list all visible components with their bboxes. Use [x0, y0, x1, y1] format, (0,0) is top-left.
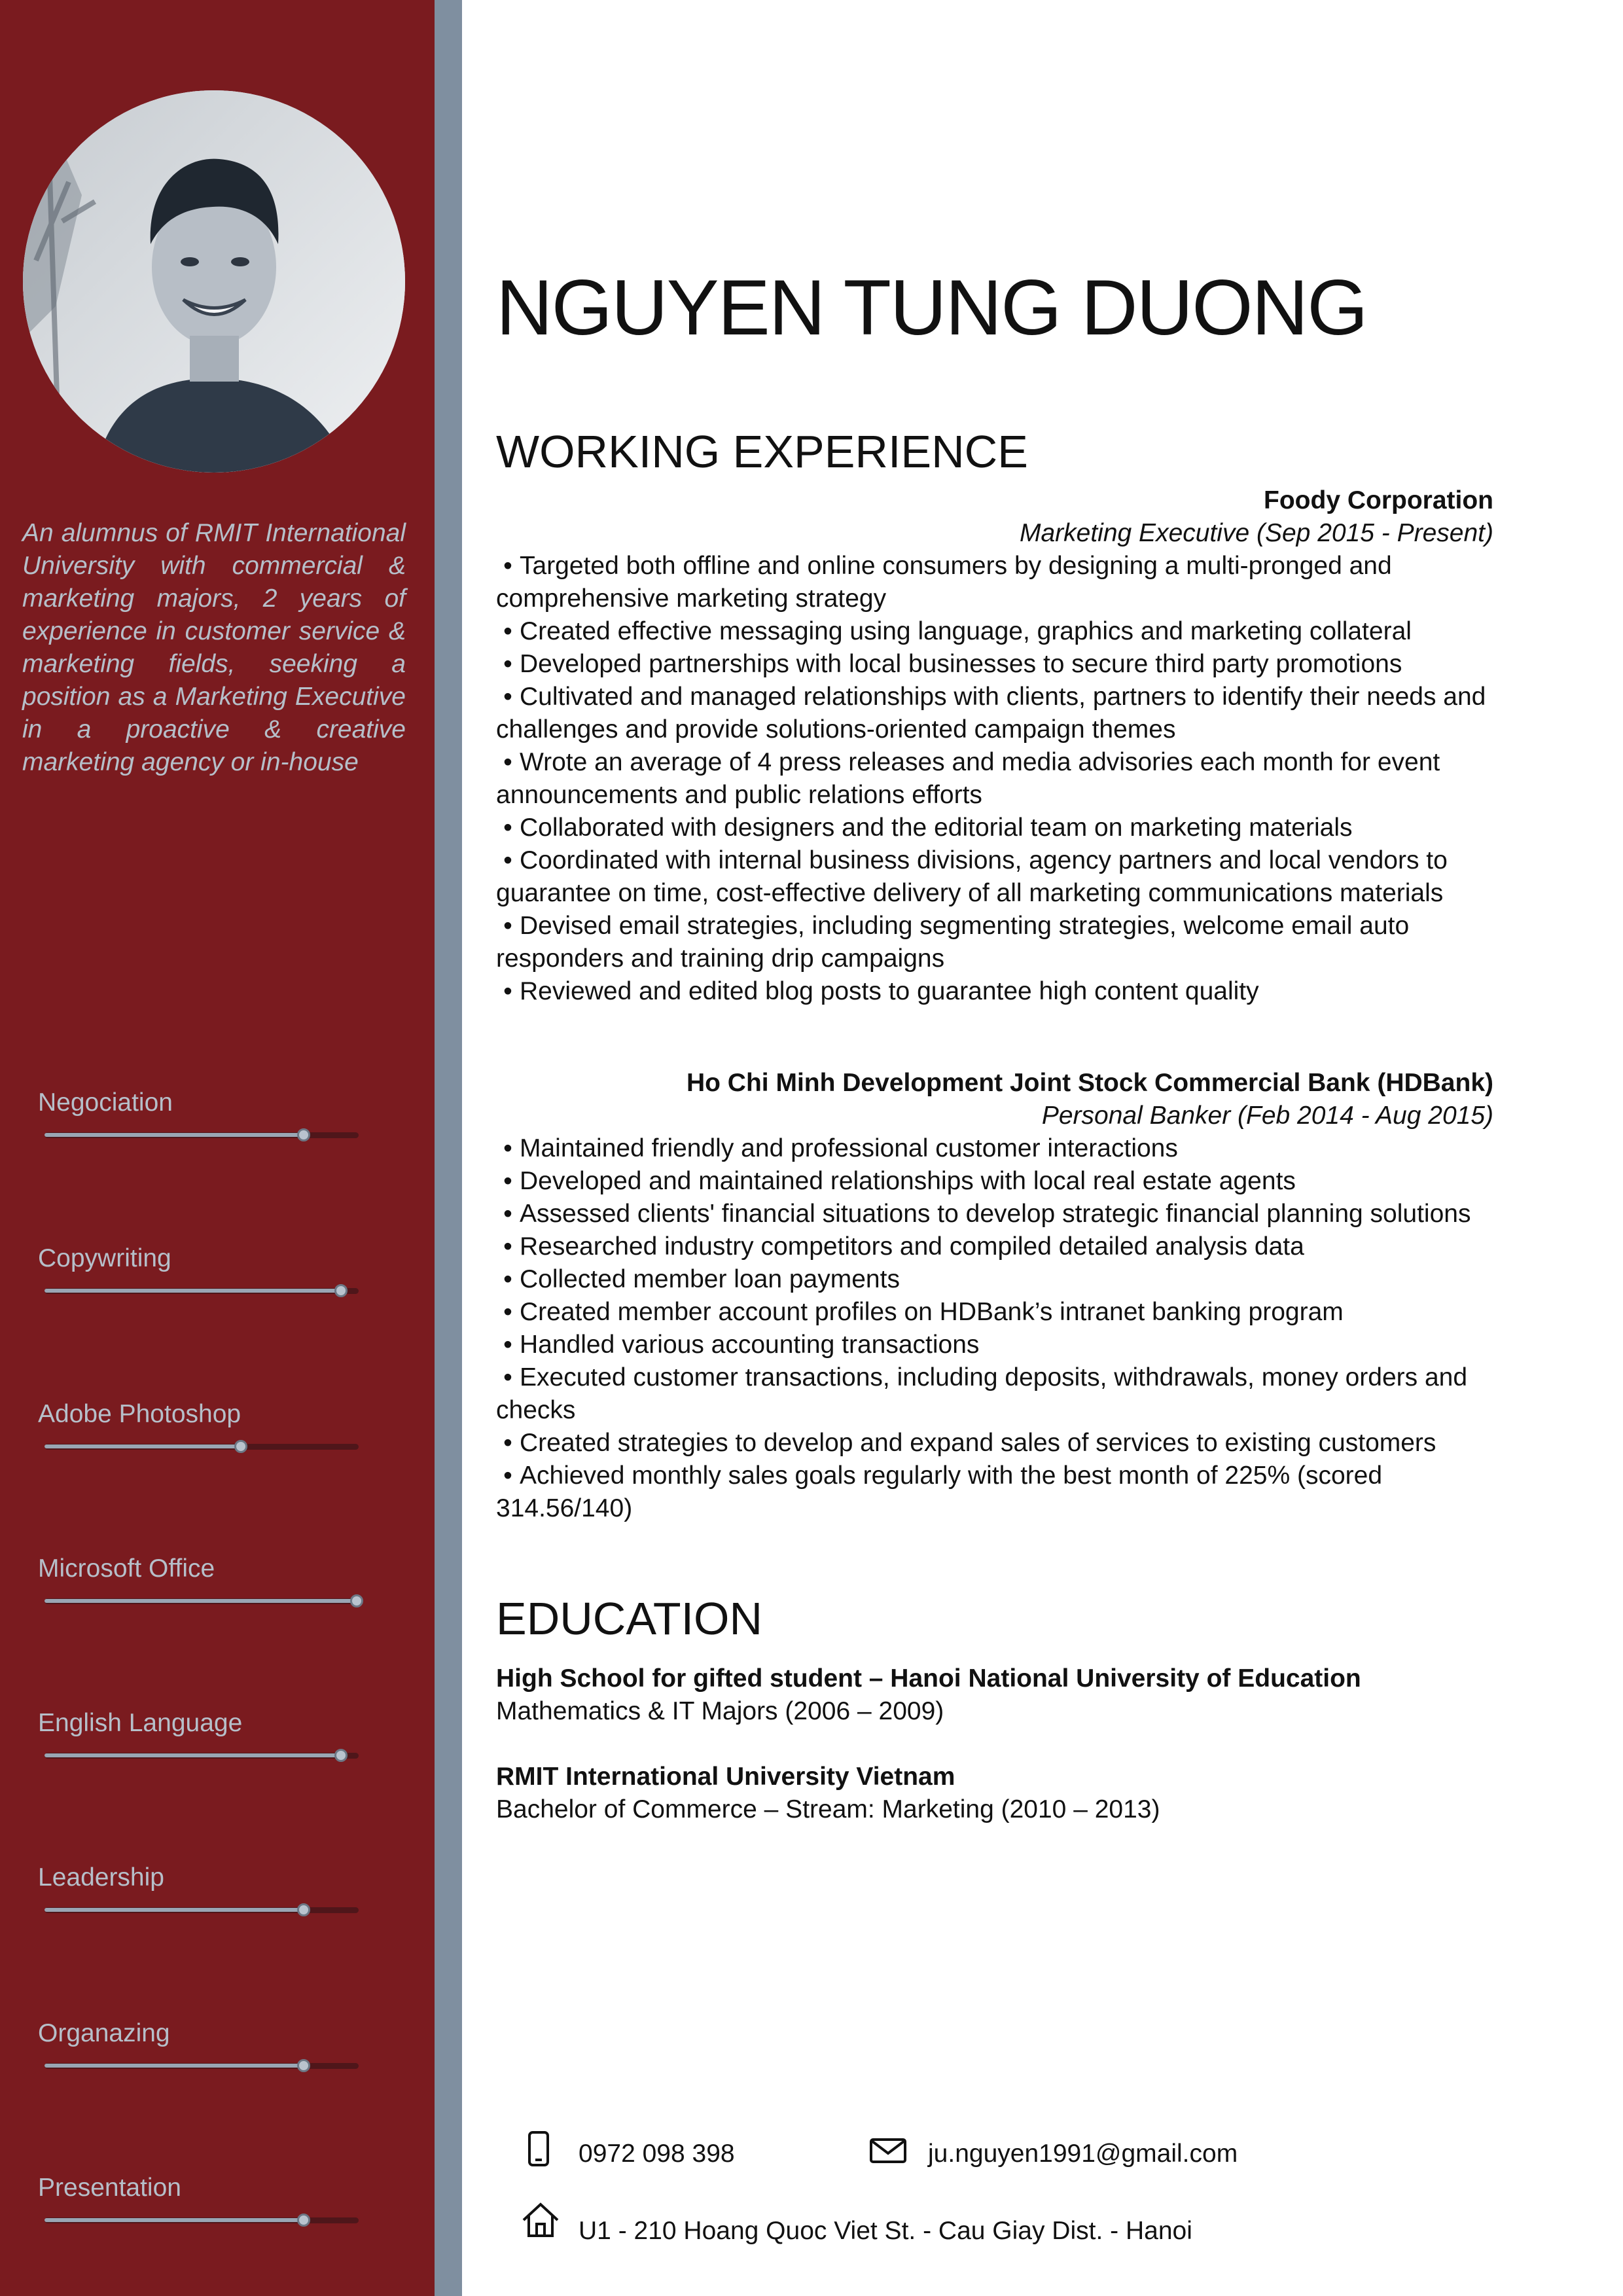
skill-item	[38, 1861, 365, 1894]
school-name: High School for gifted student – Hanoi National University of Education	[496, 1664, 1361, 1693]
mail-icon	[869, 2138, 907, 2167]
bullet-item: • Created strategies to develop and expand sales of services to existing customers	[496, 1427, 1491, 1460]
job-bullets	[496, 550, 1491, 1008]
candidate-name: NGUYEN TUNG DUONG	[496, 264, 1367, 351]
bullet-item: • Developed partnerships with local businesses to secure third party promotions	[496, 648, 1491, 681]
skill-label: Adobe Photoshop	[38, 1400, 241, 1428]
skill-item	[38, 2017, 365, 2050]
job-header	[496, 1067, 1493, 1132]
bullet-item: • Developed and maintained relationships with local real estate agents	[496, 1165, 1491, 1198]
job-role: Personal Banker (Feb 2014 - Aug 2015)	[1041, 1102, 1493, 1130]
profile-photo	[23, 90, 405, 473]
skill-fill	[45, 2064, 302, 2068]
skill-fill	[45, 1289, 340, 1293]
skill-label: Microsoft Office	[38, 1554, 215, 1583]
skill-slider	[45, 1132, 359, 1138]
bullet-item: • Assessed clients' financial situations to develop strategic financial planning solutions	[496, 1198, 1491, 1230]
skill-item	[38, 2172, 365, 2204]
phone-number[interactable]: 0972 098 398	[579, 2140, 735, 2168]
skill-knob	[297, 2214, 310, 2227]
skill-fill	[45, 1444, 240, 1448]
bullet-item: • Researched industry competitors and compiled detailed analysis data	[496, 1230, 1491, 1263]
skill-knob	[297, 2059, 310, 2072]
bullet-item: • Wrote an average of 4 press releases and media advisories each month for event announcements and public relations efforts	[496, 746, 1491, 812]
bullet-item: • Devised email strategies, including segmenting strategies, welcome email auto responders and training drip campaigns	[496, 910, 1491, 975]
email-address[interactable]: ju.nguyen1991@gmail.com	[928, 2140, 1238, 2168]
school-detail: Mathematics & IT Majors (2006 – 2009)	[496, 1697, 944, 1725]
bullet-item: • Maintained friendly and professional customer interactions	[496, 1132, 1491, 1165]
skill-slider	[45, 1444, 359, 1450]
bullet-item: • Cultivated and managed relationships with clients, partners to identify their needs and challenges and provide solutions-oriented campaign themes	[496, 681, 1491, 746]
bullet-list	[496, 1132, 1491, 1525]
skill-fill	[45, 1908, 302, 1912]
bullet-item: • Achieved monthly sales goals regularly with the best month of 225% (scored 314.56/140)	[496, 1460, 1491, 1525]
bullet-item: • Created member account profiles on HDBank’s intranet banking program	[496, 1296, 1491, 1329]
bullet-item: • Reviewed and edited blog posts to guarantee high content quality	[496, 975, 1491, 1008]
skill-slider	[45, 2063, 359, 2069]
job-bullets	[496, 1132, 1491, 1525]
bullet-item: • Collected member loan payments	[496, 1263, 1491, 1296]
job-company: Ho Chi Minh Development Joint Stock Commercial Bank (HDBank)	[686, 1069, 1493, 1097]
job-role: Marketing Executive (Sep 2015 - Present)	[1019, 519, 1493, 547]
bullet-item: • Targeted both offline and online consumers by designing a multi-pronged and comprehensive marketing strategy	[496, 550, 1491, 615]
skill-slider	[45, 1907, 359, 1913]
skill-slider	[45, 1288, 359, 1294]
experience-heading: WORKING EXPERIENCE	[496, 426, 1028, 477]
skill-item	[38, 1552, 365, 1585]
bullet-item: • Collaborated with designers and the editorial team on marketing materials	[496, 812, 1491, 844]
skill-label: Leadership	[38, 1863, 164, 1892]
bullet-item: • Handled various accounting transactions	[496, 1329, 1491, 1361]
skill-fill	[45, 2218, 302, 2222]
education-item	[496, 1662, 1491, 1728]
school-name: RMIT International University Vietnam	[496, 1763, 955, 1791]
skill-slider	[45, 1753, 359, 1759]
job-company: Foody Corporation	[1264, 486, 1493, 514]
skill-fill	[45, 1599, 355, 1603]
phone-icon	[527, 2130, 550, 2170]
skill-label: Organazing	[38, 2019, 170, 2047]
skill-slider	[45, 2217, 359, 2223]
bullet-list	[496, 550, 1491, 1008]
skill-slider	[45, 1598, 359, 1604]
skill-label: Negociation	[38, 1088, 173, 1117]
bio-text: An alumnus of RMIT International University with commercial & marketing majors, 2 years of experience in customer service & marketing fields, seeking a position as a Marketing Executive in a proactive & creative marketing agency or in-house	[22, 519, 406, 776]
bullet-item: • Executed customer transactions, including deposits, withdrawals, money orders and checks	[496, 1361, 1491, 1427]
skill-item	[38, 1707, 365, 1740]
school-detail: Bachelor of Commerce – Stream: Marketing (2010 – 2013)	[496, 1795, 1160, 1823]
skill-fill	[45, 1753, 340, 1757]
skill-label: Presentation	[38, 2174, 181, 2202]
skill-knob	[297, 1903, 310, 1916]
home-address: U1 - 210 Hoang Quoc Viet St. - Cau Giay Dist. - Hanoi	[579, 2217, 1192, 2245]
sidebar-stripe	[435, 0, 462, 2296]
bullet-item: • Coordinated with internal business divisions, agency partners and local vendors to guarantee on time, cost-effective delivery of all marketing communications materials	[496, 844, 1491, 910]
skill-label: Copywriting	[38, 1244, 171, 1272]
skill-item	[38, 1242, 365, 1275]
skill-knob	[297, 1128, 310, 1141]
job-header	[496, 484, 1493, 550]
skill-label: English Language	[38, 1709, 243, 1737]
education-heading: EDUCATION	[496, 1593, 763, 1644]
skill-item	[38, 1086, 365, 1119]
skill-knob	[234, 1440, 247, 1453]
skill-item	[38, 1398, 365, 1431]
skill-fill	[45, 1133, 302, 1137]
bullet-item: • Created effective messaging using language, graphics and marketing collateral	[496, 615, 1491, 648]
home-icon	[521, 2202, 560, 2242]
education-item	[496, 1761, 1491, 1826]
